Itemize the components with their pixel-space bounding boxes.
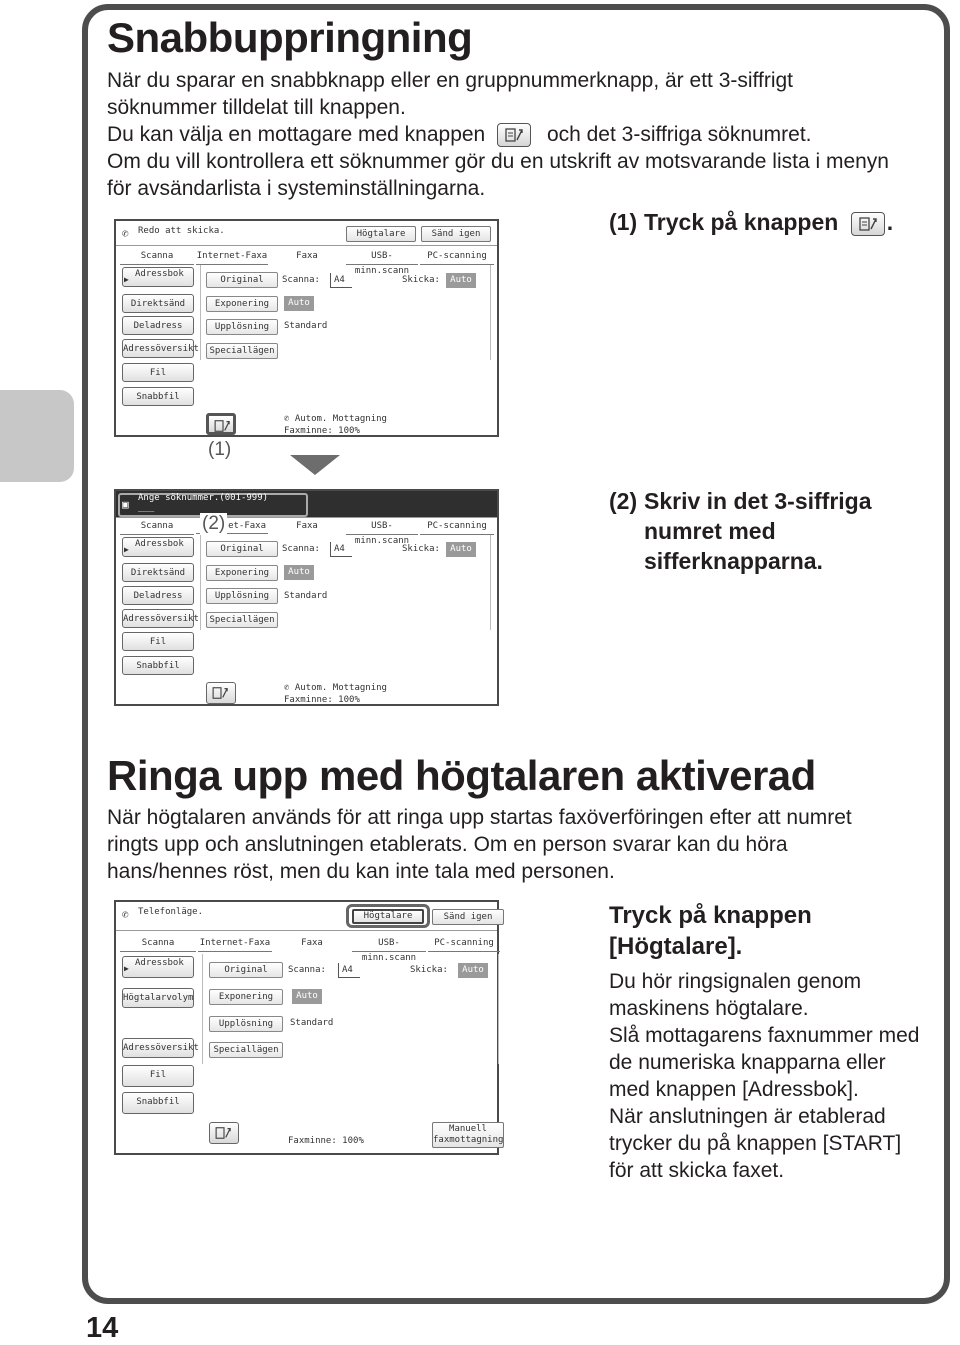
tab-usb-scan[interactable]: USB-minn.scann — [352, 936, 426, 952]
address-book-button[interactable]: ▶ Adressbok — [122, 956, 194, 978]
address-review-button[interactable]: Adressöversikt — [122, 1038, 194, 1058]
quick-file-button[interactable]: Snabbfil — [122, 656, 194, 675]
speaker-button[interactable]: Högtalare — [352, 909, 424, 924]
step-2 — [609, 486, 909, 576]
section1-intro-5: för avsändarlista i systeminställningarna. — [107, 177, 486, 200]
address-book-button[interactable]: ▶ Adressbok — [122, 267, 194, 287]
address-review-button[interactable]: Adressöversikt — [122, 339, 194, 358]
step-1-text: Tryck på knappen — [644, 209, 839, 235]
resolution-button[interactable]: Upplösning — [206, 588, 278, 604]
section2-intro-3: hans/hennes röst, men du kan inte tala med personen. — [107, 860, 615, 883]
paper-size-value: A4 — [338, 963, 360, 978]
fax-screen-search-number — [114, 489, 499, 706]
fax-memory-status: Faxminne: 100% — [284, 426, 360, 436]
resend-button[interactable]: Sänd igen — [421, 226, 491, 242]
tab-usb-scan[interactable]: USB-minn.scann — [346, 519, 418, 535]
send-label: Skicka: — [410, 965, 448, 975]
original-button[interactable]: Original — [206, 541, 278, 557]
step-2-number: (2) — [609, 488, 638, 514]
scan-label: Scanna: — [288, 965, 326, 975]
send-auto-value: Auto — [446, 542, 476, 557]
handset-icon: ✆ — [284, 683, 290, 693]
special-modes-button[interactable]: Speciallägen — [206, 343, 278, 359]
tab-fax[interactable]: Faxa — [296, 521, 318, 531]
exposure-button[interactable]: Exponering — [206, 296, 278, 312]
fax-memory-status: Faxminne: 100% — [288, 1136, 364, 1146]
phone-icon: ✆ — [122, 908, 129, 921]
handset-icon: ✆ — [284, 414, 290, 424]
step-1 — [609, 207, 893, 237]
exposure-button[interactable]: Exponering — [209, 989, 283, 1005]
original-button[interactable]: Original — [206, 272, 278, 288]
sub-address-button[interactable]: Deladress — [122, 586, 194, 605]
quick-file-button[interactable]: Snabbfil — [122, 1092, 194, 1114]
paper-size-value: A4 — [330, 273, 352, 288]
file-button[interactable]: Fil — [122, 363, 194, 382]
section1-intro-3-before: Du kan välja en mottagare med knappen — [107, 123, 486, 146]
speaker-instructions-title: Tryck på knappen [Högtalare]. — [609, 902, 812, 960]
speaker-instructions-1: Du hör ringsignalen genom maskinens högtalare. — [609, 970, 862, 1020]
tab-fax[interactable]: Faxa — [301, 938, 323, 948]
page-number: 14 — [86, 1312, 119, 1344]
section1-intro-4: Om du vill kontrollera ett söknummer gör du en utskrift av motsvarande lista i menyn — [107, 150, 889, 173]
tab-pc-scan[interactable]: PC-scanning — [420, 519, 494, 535]
speaker-button[interactable]: Högtalare — [346, 226, 416, 242]
screen-status: Ange söknummer.(001-999) — [138, 493, 269, 503]
direct-send-button[interactable]: Direktsänd — [122, 563, 194, 582]
search-number-entry: ___ — [138, 503, 155, 513]
send-auto-value: Auto — [446, 273, 476, 288]
paper-size-value: A4 — [330, 542, 352, 557]
direct-send-button[interactable]: Direktsänd — [122, 294, 194, 313]
speaker-instructions-3: När anslutningen är etablerad trycker du på knappen [START] för att skicka faxet. — [609, 1105, 902, 1182]
phone-icon: ✆ — [122, 227, 129, 240]
auto-reception-label: Autom. Mottagning — [294, 414, 387, 424]
send-auto-value: Auto — [458, 963, 488, 978]
exposure-auto-value: Auto — [284, 296, 314, 311]
original-button[interactable]: Original — [209, 962, 283, 978]
tab-internet-fax[interactable]: et-Faxa — [196, 519, 268, 534]
callout-1: (1) — [208, 439, 232, 460]
tab-scan[interactable]: Scanna — [120, 249, 194, 265]
file-button[interactable]: Fil — [122, 1065, 194, 1087]
tab-internet-fax[interactable]: Internet-Faxa — [198, 936, 272, 952]
tab-pc-scan[interactable]: PC-scanning — [420, 249, 494, 265]
quick-dial-icon — [497, 123, 531, 147]
send-label: Skicka: — [402, 275, 440, 285]
auto-reception-status — [284, 413, 387, 425]
fax-screen-phone-mode — [114, 900, 504, 1155]
quick-file-button[interactable]: Snabbfil — [122, 387, 194, 406]
tab-fax[interactable]: Faxa — [296, 251, 318, 261]
book-icon: ▣ — [122, 498, 129, 511]
section2-intro-1: När högtalaren används för att ringa upp startas faxöverföringen efter att numret — [107, 806, 852, 829]
speaker-instructions — [609, 900, 929, 1184]
exposure-auto-value: Auto — [284, 565, 314, 580]
quick-dial-icon — [851, 212, 885, 236]
side-tab — [0, 390, 74, 482]
callout-2: (2) — [202, 513, 226, 534]
manual-reception-line1: Manuell — [449, 1124, 487, 1134]
tab-internet-fax[interactable]: Internet-Faxa — [196, 249, 268, 265]
speaker-volume-button[interactable]: Högtalarvolym — [122, 988, 194, 1008]
tab-usb-scan[interactable]: USB-minn.scann — [346, 249, 418, 265]
resolution-button[interactable]: Upplösning — [209, 1016, 283, 1032]
fax-screen-ready — [114, 219, 499, 437]
address-review-button[interactable]: Adressöversikt — [122, 609, 194, 628]
quick-dial-button[interactable] — [206, 413, 236, 435]
step-1-number: (1) — [609, 209, 638, 235]
section1-intro-2: söknummer tilldelat till knappen. — [107, 96, 406, 119]
resend-button[interactable]: Sänd igen — [432, 909, 504, 925]
manual-reception-button[interactable] — [432, 1122, 504, 1148]
file-button[interactable]: Fil — [122, 632, 194, 651]
address-book-button[interactable]: ▶ Adressbok — [122, 537, 194, 557]
special-modes-button[interactable]: Speciallägen — [206, 612, 278, 628]
auto-reception-label: Autom. Mottagning — [294, 683, 387, 693]
sub-address-button[interactable]: Deladress — [122, 316, 194, 335]
section1-heading: Snabbuppringning — [107, 14, 473, 61]
section2-heading: Ringa upp med högtalaren aktiverad — [107, 752, 816, 799]
resolution-value: Standard — [284, 321, 328, 331]
resolution-button[interactable]: Upplösning — [206, 319, 278, 335]
tab-pc-scan[interactable]: PC-scanning — [428, 936, 500, 952]
fax-memory-status: Faxminne: 100% — [284, 695, 360, 705]
resolution-value: Standard — [284, 591, 328, 601]
screen-status: Telefonläge. — [138, 907, 204, 917]
exposure-button[interactable]: Exponering — [206, 565, 278, 581]
section1-intro-3 — [107, 121, 812, 148]
speaker-instructions-2: Slå mottagarens faxnummer med de numeriska knapparna eller med knappen [Adressbok]. — [609, 1024, 920, 1101]
tab-scan[interactable]: Scanna — [120, 519, 194, 535]
down-arrow-icon — [290, 455, 340, 475]
section2-intro-2: ringts upp och anslutningen etablerats. Om en person svarar kan du höra — [107, 833, 788, 856]
step-2-text: Skriv in det 3-siffriga numret med sifferknapparna. — [644, 488, 872, 574]
send-label: Skicka: — [402, 544, 440, 554]
scan-label: Scanna: — [282, 275, 320, 285]
section1-intro-3-after: och det 3-siffriga söknumret. — [546, 123, 812, 146]
exposure-auto-value: Auto — [292, 989, 322, 1004]
manual-reception-line2: faxmottagning — [433, 1135, 504, 1145]
tab-scan[interactable]: Scanna — [120, 936, 196, 952]
step-1-period: . — [886, 209, 894, 235]
auto-reception-status — [284, 682, 387, 694]
screen-status: Redo att skicka. — [138, 226, 225, 236]
resolution-value: Standard — [290, 1018, 334, 1028]
scan-label: Scanna: — [282, 544, 320, 554]
section1-intro-1: När du sparar en snabbknapp eller en gruppnummerknapp, är ett 3-siffrigt — [107, 69, 793, 92]
quick-dial-button[interactable] — [209, 1122, 239, 1144]
quick-dial-button[interactable] — [206, 682, 236, 704]
special-modes-button[interactable]: Speciallägen — [209, 1042, 283, 1058]
